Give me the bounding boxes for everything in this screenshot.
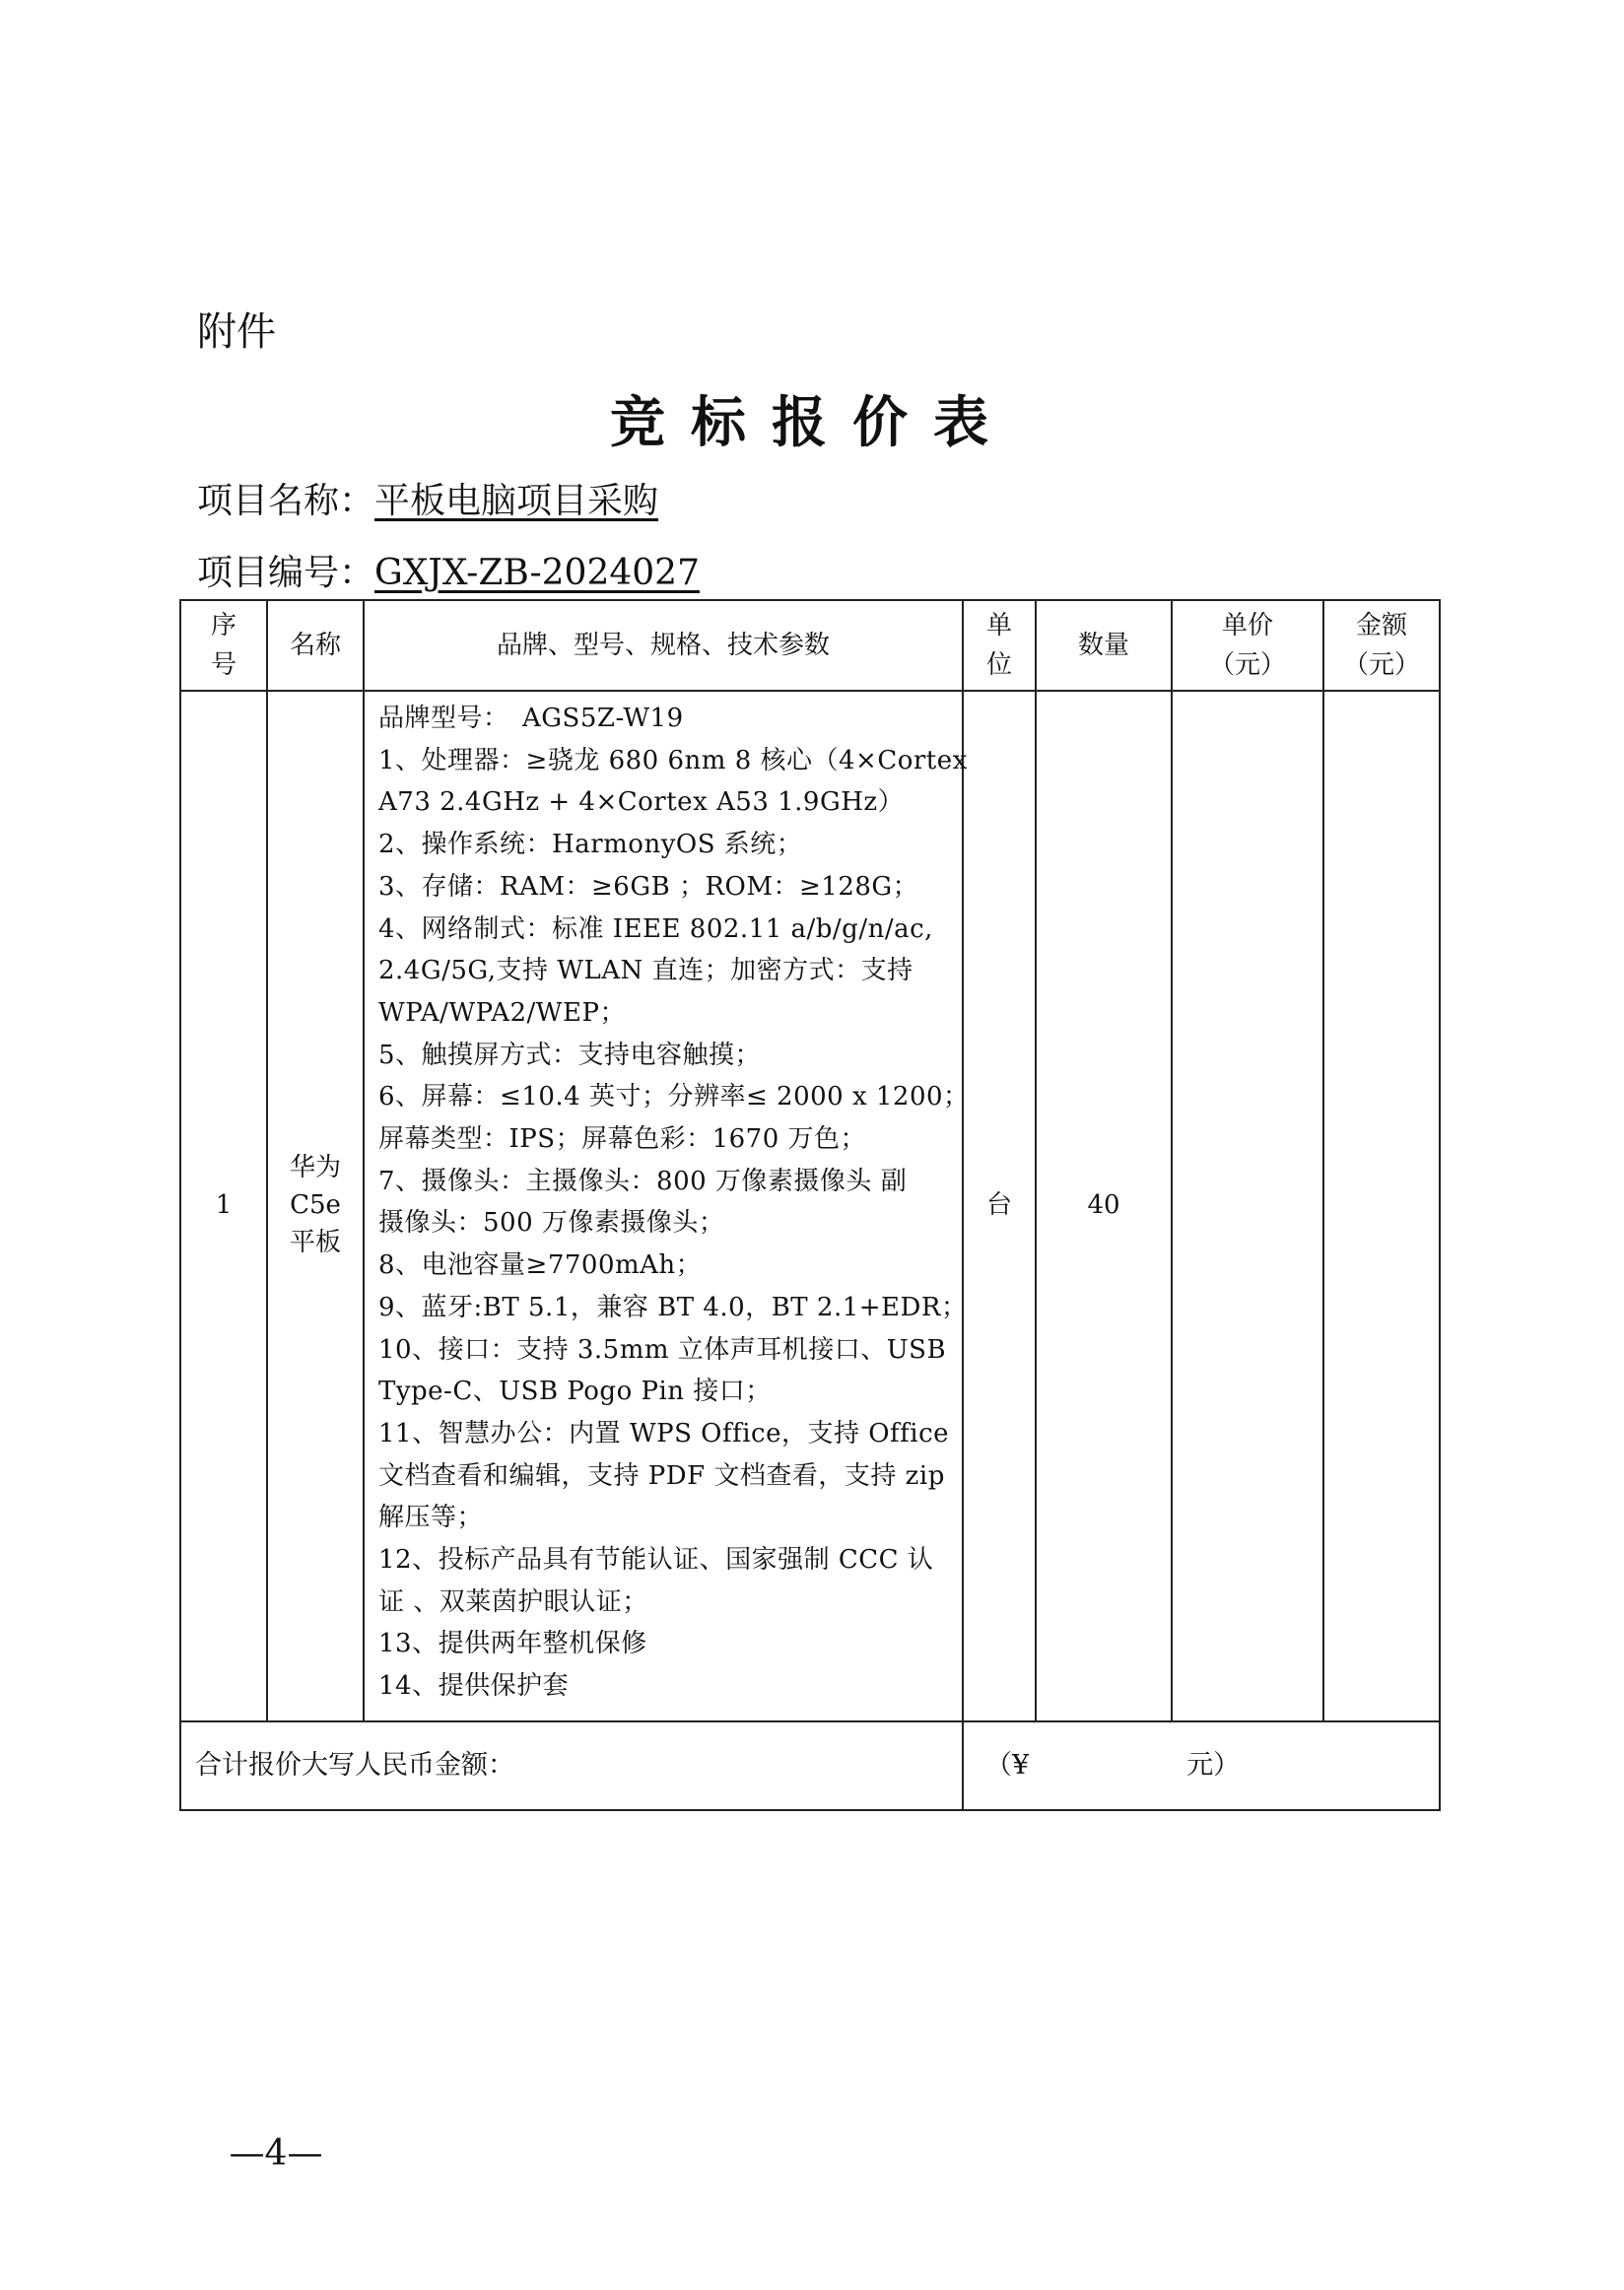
header-index [180,600,267,691]
param-line: A73 2.4GHz + 4×Cortex A53 1.9GHz） [378,787,905,818]
param-line: 6、屏幕：≤10.4 英寸；分辨率≤ 2000 x 1200； [378,1082,970,1112]
param-line: 9、蓝牙:BT 5.1，兼容 BT 4.0，BT 2.1+EDR； [378,1292,968,1322]
header-quantity: 数量 [1036,600,1172,691]
total-amount-suffix: 元） [1186,1750,1241,1782]
header-index-line: 号 [210,650,237,680]
total-label: 合计报价大写人民币金额： [180,1721,963,1810]
project-number-label: 项目编号： [197,553,375,593]
param-line: 屏幕类型：IPS；屏幕色彩：1670 万色； [378,1124,867,1155]
cell-name-line: 华为 [289,1153,341,1183]
param-line: 品牌型号： AGS5Z-W19 [378,704,684,733]
param-line: Type-C、USB Pogo Pin 接口； [378,1377,772,1407]
cell-unit-price [1172,691,1323,1721]
table-header-row [180,600,1440,691]
project-name-label: 项目名称： [197,481,375,521]
header-amount [1323,600,1440,691]
param-line: 10、接口：支持 3.5mm 立体声耳机接口、USB [378,1334,947,1365]
param-line: 14、提供保护套 [378,1671,570,1702]
quotation-table [179,599,1441,1811]
document-title: 竞标报价表 [610,390,1014,455]
param-line: 1、处理器：≥骁龙 680 6nm 8 核心（4×Cortex [378,745,968,775]
param-line: 2.4G/5G,支持 WLAN 直连；加密方式：支持 [378,956,914,986]
cell-name-line: 平板 [289,1227,341,1257]
header-unit [963,600,1036,691]
param-line: WPA/WPA2/WEP； [378,997,626,1028]
cell-unit: 台 [963,691,1036,1721]
cell-amount [1323,691,1440,1721]
cell-name-line: C5e [290,1190,341,1221]
param-line: 7、摄像头：主摄像头：800 万像素摄像头 副 [378,1166,908,1196]
param-line: 13、提供两年整机保修 [378,1629,647,1659]
page-number: —4— [229,2133,323,2174]
total-amount-prefix: （¥ [985,1750,1030,1782]
header-unit-line: 位 [985,650,1012,680]
cell-quantity: 40 [1036,691,1172,1721]
header-amount-line: （元） [1342,650,1420,680]
header-params: 品牌、型号、规格、技术参数 [364,600,963,691]
param-line: 11、智慧办公：内置 WPS Office，支持 Office [378,1418,950,1448]
param-line: 5、触摸屏方式：支持电容触摸； [378,1040,762,1070]
project-number [197,545,700,595]
header-unit-price-line: （元） [1208,650,1286,680]
param-line: 证 、双莱茵护眼认证； [378,1586,648,1617]
project-name-value: 平板电脑项目采购 [374,481,659,521]
header-unit-price [1172,600,1323,691]
header-amount-line: 金额 [1355,610,1407,640]
cell-index: 1 [180,691,267,1721]
param-line: 8、电池容量≥7700mAh； [378,1250,703,1281]
header-index-line: 序 [210,610,237,640]
param-line: 文档查看和编辑，支持 PDF 文档查看，支持 zip [378,1460,945,1491]
header-unit-price-line: 单价 [1221,610,1273,640]
param-line: 摄像头：500 万像素摄像头； [378,1208,725,1239]
param-line: 2、操作系统：HarmonyOS 系统； [378,830,803,860]
param-line: 解压等； [378,1503,484,1533]
project-name [197,473,658,523]
cell-name [267,691,364,1721]
header-unit-line: 单 [985,610,1012,640]
param-line: 4、网络制式：标准 IEEE 802.11 a/b/g/n/ac, [378,913,933,944]
table-row [180,691,1440,1721]
project-number-value: GXJX-ZB-2024027 [374,553,700,593]
param-line: 12、投标产品具有节能认证、国家强制 CCC 认 [378,1545,934,1576]
cell-params [364,691,970,1721]
header-name: 名称 [267,600,364,691]
total-row [180,1721,1440,1810]
param-line: 3、存储：RAM：≥6GB ；ROM：≥128G； [378,871,919,902]
total-amount [963,1721,1440,1810]
attachment-label: 附件 [197,309,276,355]
